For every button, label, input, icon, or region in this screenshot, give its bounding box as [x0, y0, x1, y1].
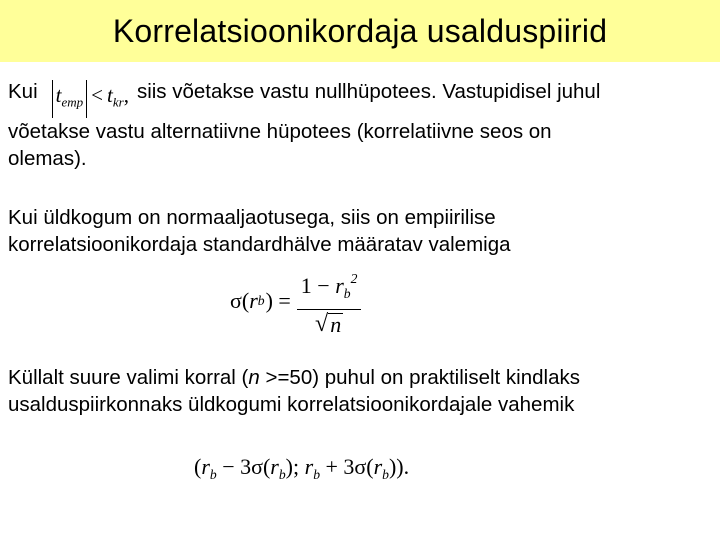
- abs-value: $t_{emp}$: [52, 80, 88, 118]
- condition-inequality: $t_{emp} < t_{kr}$,: [52, 80, 129, 118]
- formula-interval: ($r_b - 3\sigma(r_b)$; $r_b + 3\sigma(r_b)$).: [194, 454, 410, 482]
- para2-line2: korrelatsioonikordaja standardhälve määratav valemiga: [8, 233, 511, 256]
- para3-line1: Küllalt suure valimi korral (n >=50) puhul on praktiliselt kindlaks: [8, 366, 580, 389]
- fraction-denominator: √ n: [315, 311, 342, 337]
- formula-standard-error: σ ( r b ) = $1 - r_b^2$ √ n: [230, 270, 361, 332]
- para1-line3: olemas).: [8, 146, 87, 170]
- para2-line1: Kui üldkogum on normaaljaotusega, siis on empiirilise: [8, 206, 496, 229]
- para3-line2: usalduspiirkonnaks üldkogumi korrelatsioonikordajale vahemik: [8, 393, 575, 416]
- para1-lead: Kui: [8, 80, 38, 103]
- paragraph-null-hypothesis: [8, 78, 712, 172]
- para1-line2: võetakse vastu alternatiivne hüpotees (korrelatiivne seos on: [8, 119, 552, 143]
- paragraph-standard-error: [8, 204, 712, 258]
- para1-rest: siis võetakse vastu nullhüpotees. Vastupidisel juhul: [136, 80, 601, 103]
- sqrt-icon: √: [315, 311, 329, 337]
- page-title: Korrelatsioonikordaja usalduspiirid: [112, 12, 608, 49]
- paragraph-confidence-interval: [8, 364, 712, 418]
- title-bar: [0, 0, 720, 62]
- fraction: [297, 266, 362, 336]
- fraction-numerator: $1 - r_b^2$: [297, 266, 362, 310]
- para1-line1: [8, 78, 712, 118]
